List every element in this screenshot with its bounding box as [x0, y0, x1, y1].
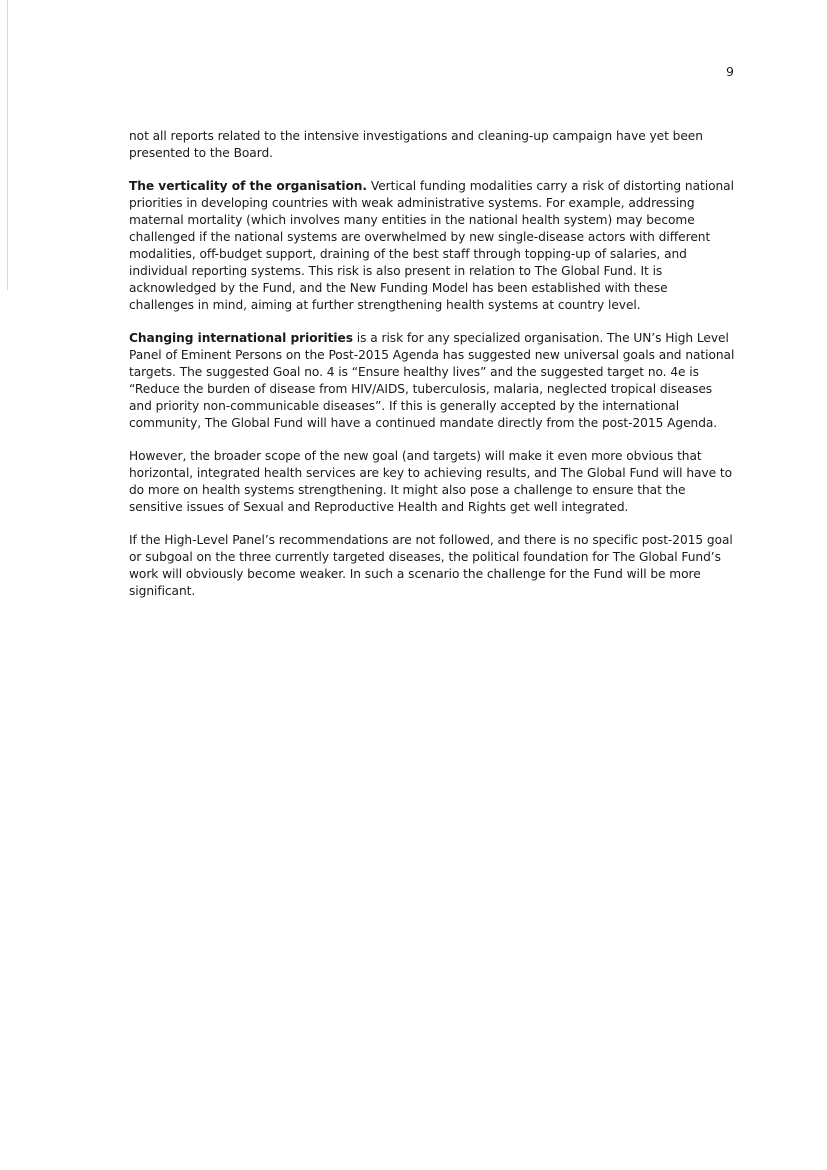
paragraph-lead: Changing international priorities: [129, 331, 353, 346]
paragraph-text: If the High-Level Panel’s recommendations are not followed, and there is no specific post-2015 goal or subgoal on the three currently targeted diseases, the political foundation for The Global Fund’s work will obviously become weaker. In such a scenario the challenge for the Fund will be more significant.: [129, 533, 733, 598]
paragraph-text: not all reports related to the intensive investigations and cleaning-up campaign have yet been presented to the Board.: [129, 129, 703, 160]
document-body: [129, 128, 735, 616]
paragraph-text: Vertical funding modalities carry a risk of distorting national priorities in developing countries with weak administrative systems. For example, addressing maternal mortality (which involves many entities in the national health system) may become challenged if the national systems are overwhelmed by new single-disease actors with different modalities, off-budget support, draining of the best staff through topping-up of salaries, and individual reporting systems. This risk is also present in relation to The Global Fund. It is acknowledged by the Fund, and the New Funding Model has been established with these challenges in mind, aiming at further strengthening health systems at country level.: [129, 179, 734, 312]
paragraph-text: is a risk for any specialized organisation. The UN’s High Level Panel of Eminent Persons on the Post-2015 Agenda has suggested new universal goals and national targets. The suggested Goal no. 4 is “Ensure healthy lives” and the suggested target no. 4e is “Reduce the burden of disease from HIV/AIDS, tuberculosis, malaria, neglected tropical diseases and priority non-communicable diseases”. If this is generally accepted by the international community, The Global Fund will have a continued mandate directly from the post-2015 Agenda.: [129, 331, 735, 430]
paragraph-broader-scope: [129, 448, 735, 516]
paragraph-changing-priorities: [129, 330, 735, 431]
paragraph-lead: The verticality of the organisation.: [129, 179, 368, 194]
paragraph-text: However, the broader scope of the new goal (and targets) will make it even more obvious that horizontal, integrated health services are key to achieving results, and The Global Fund will have to do more on health systems strengthening. It might also pose a challenge to ensure that the sensitive issues of Sexual and Reproductive Health and Rights get well integrated.: [129, 449, 733, 514]
paragraph-board-reports: [129, 128, 735, 162]
scan-edge-line: [7, 0, 8, 290]
paragraph-verticality: [129, 178, 735, 313]
page-number: 9: [726, 64, 734, 79]
paragraph-high-level-panel: [129, 532, 735, 600]
